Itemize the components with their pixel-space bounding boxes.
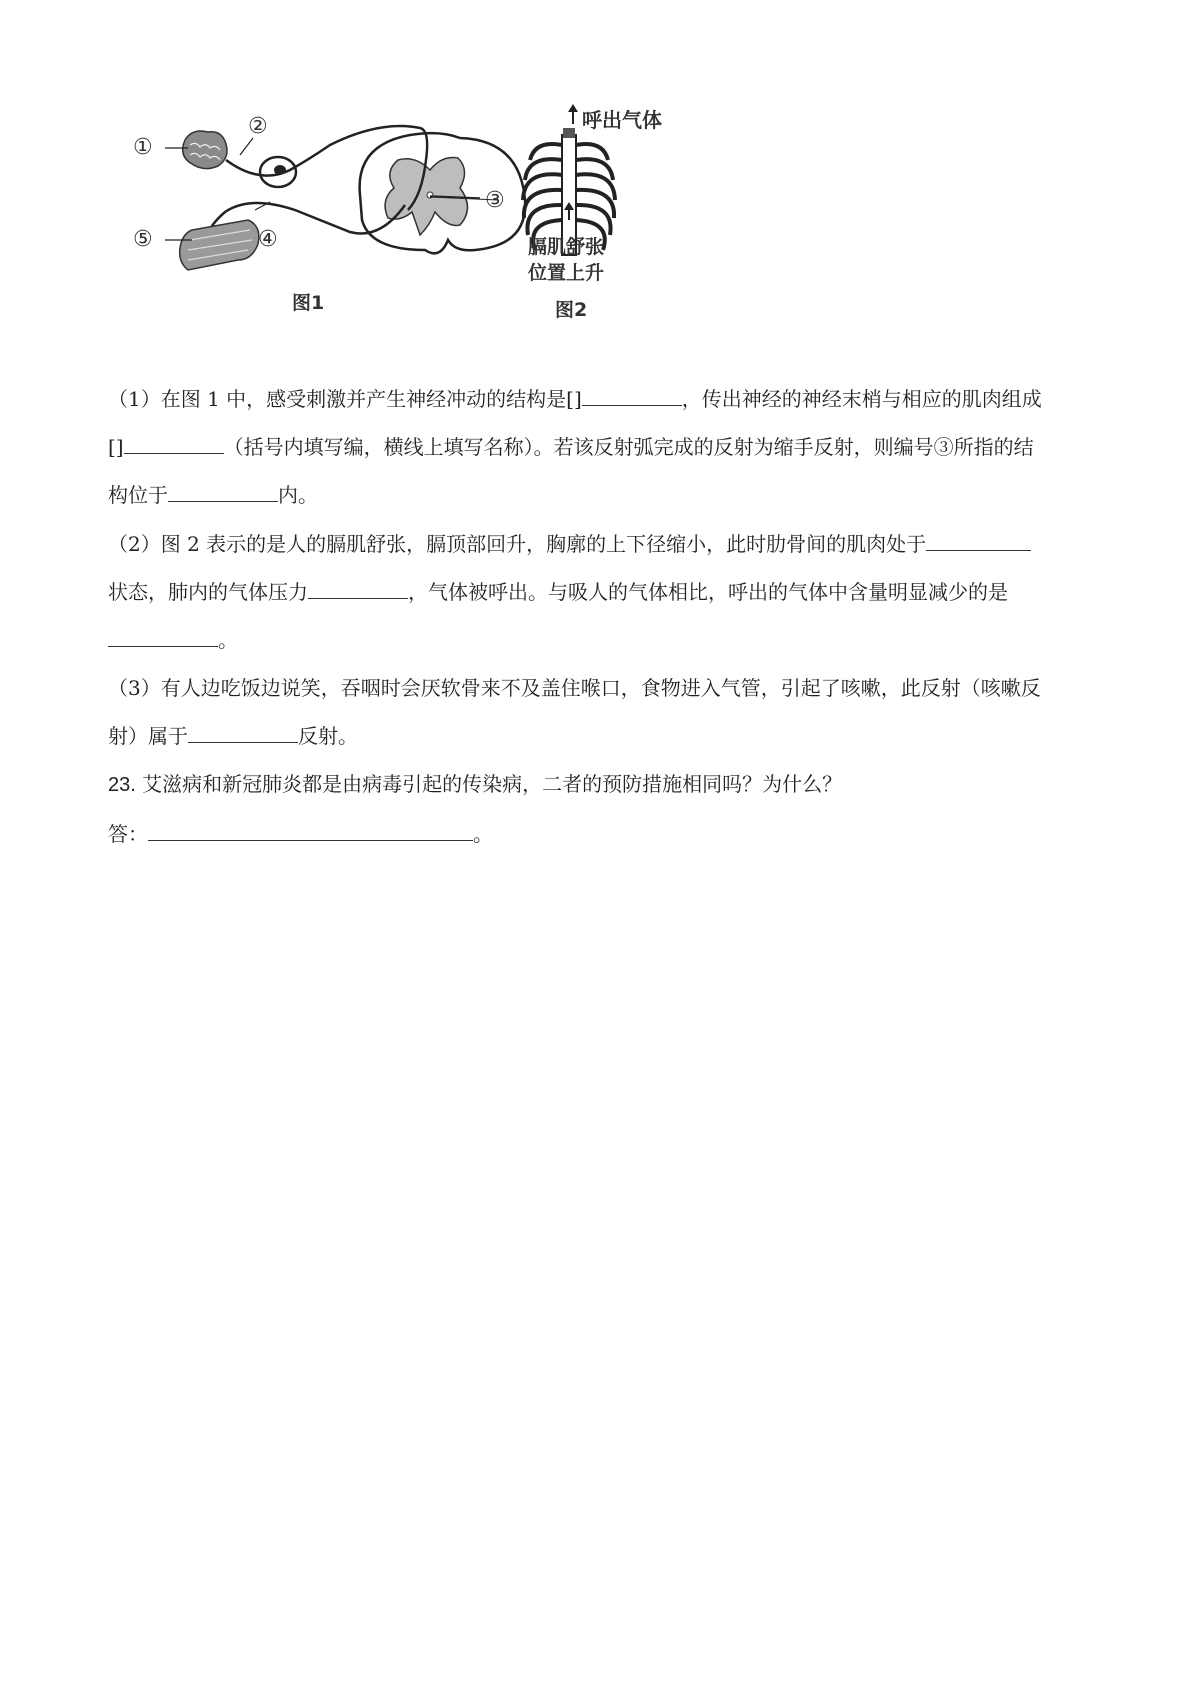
q22p1-text-d: （括号内填写编，横线上填写名称）。若该反射弧完成的反射为缩手反射，则编号③所指的结: [223, 435, 1034, 459]
q22p2-text-a: （2）图 2 表示的是人的膈肌舒张，膈顶部回升，胸廓的上下径缩小，此时肋骨间的肌肉处于: [108, 532, 927, 556]
reflex-arc-diagram: [130, 100, 770, 355]
marker-2: ②: [248, 114, 268, 139]
q22p1-text-f: 内。: [278, 483, 318, 507]
blank-muscle-state[interactable]: [926, 530, 1031, 551]
q22-part2: [108, 520, 1098, 664]
blank-reflex-type[interactable]: [188, 722, 298, 743]
marker-3: ③: [485, 188, 505, 213]
figures-area: [130, 100, 770, 355]
question-23: [108, 768, 842, 797]
marker-5: ⑤: [133, 227, 153, 252]
q22p2-text-b: 状态，肺内的气体压力: [108, 580, 308, 604]
fig1-caption: 图1: [292, 292, 325, 314]
answer-label: 答：: [108, 822, 148, 846]
q22-part3: [108, 664, 1098, 760]
fig2-caption: 图2: [555, 299, 588, 321]
q23-text: 艾滋病和新冠肺炎都是由病毒引起的传染病，二者的预防措施相同吗？为什么？: [142, 772, 843, 796]
q23-number: 23.: [108, 774, 136, 796]
fig2-bottom-label-1: 膈肌舒张: [528, 236, 605, 258]
q22p3-text-c: 反射。: [298, 724, 358, 748]
blank-receptor[interactable]: [582, 385, 682, 406]
blank-location[interactable]: [168, 481, 278, 502]
q22p3-text-a: （3）有人边吃饭边说笑，吞咽时会厌软骨来不及盖住喉口，食物进入气管，引起了咳嗽，此反射（咳嗽反: [108, 676, 1041, 700]
q22p2-text-d: 。: [218, 628, 238, 652]
blank-effector[interactable]: [124, 433, 224, 454]
q22p1-text-e: 构位于: [108, 483, 168, 507]
answer-end: 。: [473, 822, 493, 846]
q22p1-text-a: （1）在图 1 中，感受刺激并产生神经冲动的结构是[]: [108, 387, 582, 411]
q22p3-text-b: 射）属于: [108, 724, 188, 748]
q22p2-text-c: ，气体被呼出。与吸人的气体相比，呼出的气体中含量明显减少的是: [408, 580, 1008, 604]
blank-answer[interactable]: [148, 820, 473, 841]
fig2-bottom-label-2: 位置上升: [528, 262, 605, 284]
fig2-top-label: 呼出气体: [582, 108, 662, 132]
blank-gas[interactable]: [108, 626, 218, 647]
q23-answer-line: [108, 818, 493, 847]
marker-1: ①: [133, 135, 153, 160]
q22-part1: [108, 375, 1098, 519]
marker-4: ④: [258, 227, 278, 252]
q22p1-text-b: ，传出神经的神经末梢与相应的肌肉组成: [681, 387, 1042, 411]
q22p1-text-c: []: [108, 435, 124, 459]
blank-pressure[interactable]: [308, 578, 408, 599]
